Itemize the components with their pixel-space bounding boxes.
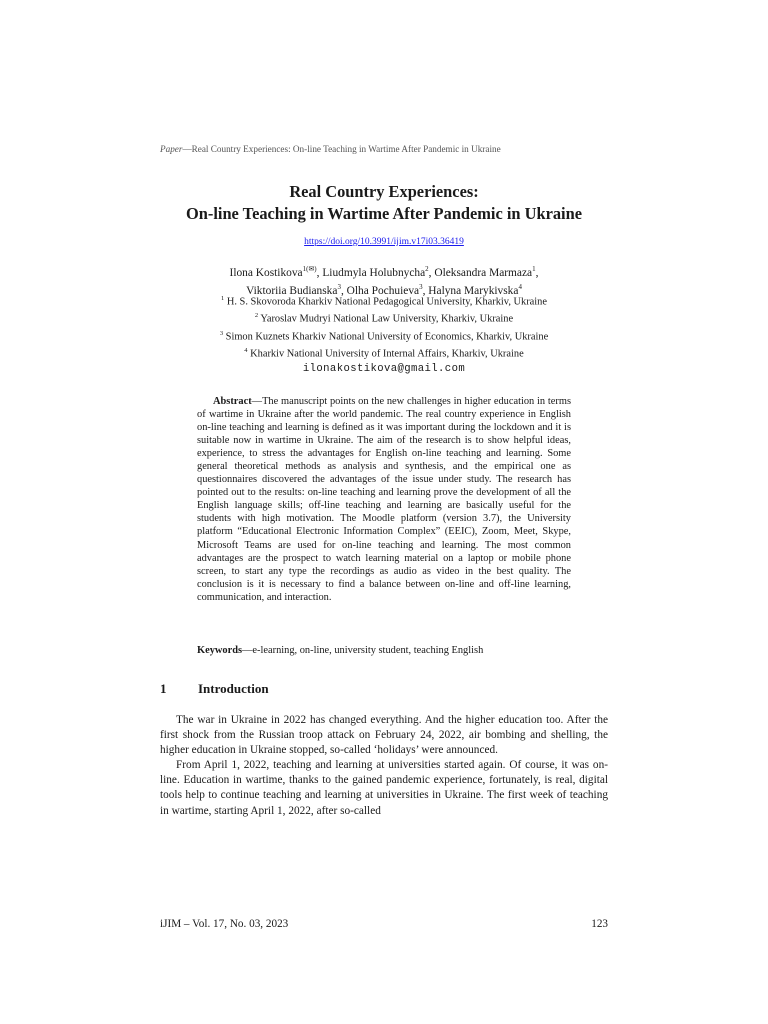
title-line-1: Real Country Experiences: [289, 182, 479, 201]
paper-title [120, 181, 648, 225]
section-number: 1 [160, 681, 167, 696]
affiliation-mark: 1 [221, 295, 225, 302]
keywords-label: Keywords [197, 645, 243, 656]
author-affiliation-mark: 1(✉) [302, 265, 317, 273]
page-footer [160, 918, 608, 930]
affiliation-mark: 3 [219, 329, 224, 337]
abstract-text: —The manuscript points on the new challenges in higher education in terms of wartime in Ukraine after the world pandemic. The real country experience in English on-line teaching and learning is defined as it was important during the lockdown and it is suitable now in wartime in Ukraine. The aim of the research is to show helpful ideas, experience, to stress the advantages for English on-line teaching and learning. Some general theoretical methods as analysis and synthesis, and the empirical one as questionnaires discovered the advantages of the issue under study. The research has pointed out to the results: on-line teaching and learning prove the development of all the English language skills; off-line teaching and learning are basically useful for the students with high motivation. The Moodle platform (version 3.7), the University platform “Educational Electronic Information Complex” (EEIC), Zoom, Meet, Skype, Microsoft Teams are used for on-line teaching and learning. The most common advantages are the prospect to watch learning material on a laptop or mobile phone screen, to start any type the recordings as audio as video in the best quality. The conclusion is it is necessary to find a balance between on-line and off-line learning, communication, and interaction. [197, 396, 571, 603]
keywords [197, 645, 571, 656]
author-name: Ilona Kostikova [229, 266, 303, 279]
title-line-2: On-line Teaching in Wartime After Pandemic in Ukraine [186, 204, 582, 223]
author-line-1 [150, 262, 618, 280]
body-paragraph: From April 1, 2022, teaching and learning at universities started again. Of course, it was on-line. Education in wartime, thanks to the gained pandemic experience, fortunately, is real, digital tools help to continue teaching and learning at universities in Ukraine. The first week of teaching in wartime, starting April 1, 2022, after so-called [160, 759, 608, 817]
author-name: Oleksandra Marmaza [434, 266, 533, 279]
affiliation [150, 292, 618, 309]
author-affiliation-mark: 3 [337, 283, 341, 292]
body-text [160, 713, 608, 819]
author-name: Olha Pochuieva [346, 285, 420, 298]
author-affiliation-mark: 3 [419, 283, 423, 292]
author-separator: , [340, 285, 347, 298]
author-affiliation-mark: 4 [518, 283, 522, 292]
author-separator: , [428, 266, 435, 279]
author-affiliation-mark: 2 [425, 265, 429, 273]
author-separator: , [422, 285, 429, 298]
author-name: Halyna Marykivska [428, 285, 519, 298]
affiliation [150, 309, 618, 326]
doi-link[interactable]: https://doi.org/10.3991/ijim.v17i03.36419 [304, 237, 464, 247]
running-head-label: Paper [160, 144, 183, 154]
affiliation-list [150, 292, 618, 376]
affiliation-text: H. S. Skovoroda Kharkiv National Pedagogical University, Kharkiv, Ukraine [224, 296, 547, 308]
running-head [160, 144, 620, 154]
corresponding-email[interactable]: ilonakostikova@gmail.com [302, 362, 466, 375]
affiliation [150, 344, 618, 361]
abstract [197, 395, 571, 604]
affiliation-text: Kharkiv National University of Internal Affairs, Kharkiv, Ukraine [247, 348, 524, 360]
author-name: Liudmyla Holubnycha [322, 266, 426, 279]
affiliation-mark: 2 [254, 312, 259, 320]
affiliation-text: Yaroslav Mudryi National Law University, Kharkiv, Ukraine [258, 313, 514, 325]
section-heading [160, 681, 608, 697]
abstract-label: Abstract [213, 396, 252, 407]
author-separator: , [316, 266, 323, 279]
author-affiliation-mark: 1 [532, 265, 536, 273]
author-name: Viktoriia Budianska [246, 285, 338, 298]
affiliation [150, 327, 618, 344]
journal-citation: iJIM – Vol. 17, No. 03, 2023 [160, 918, 289, 930]
author-separator: , [535, 266, 539, 279]
affiliation-mark: 4 [244, 347, 248, 355]
running-head-text: —Real Country Experiences: On-line Teaching in Wartime After Pandemic in Ukraine [182, 144, 501, 154]
page-number: 123 [591, 918, 608, 930]
body-paragraph: The war in Ukraine in 2022 has changed everything. And the higher education too. After the first shock from the Russian troop attack on February 24, 2022, air bombing and shelling, the higher education in Ukraine stopped, so-called ‘holidays’ were announced. [160, 714, 608, 757]
affiliation-text: Simon Kuznets Kharkiv National University of Economics, Kharkiv, Ukraine [223, 331, 549, 343]
section-title: Introduction [198, 681, 269, 696]
keywords-text: —e-learning, on-line, university student, teaching English [242, 645, 484, 656]
